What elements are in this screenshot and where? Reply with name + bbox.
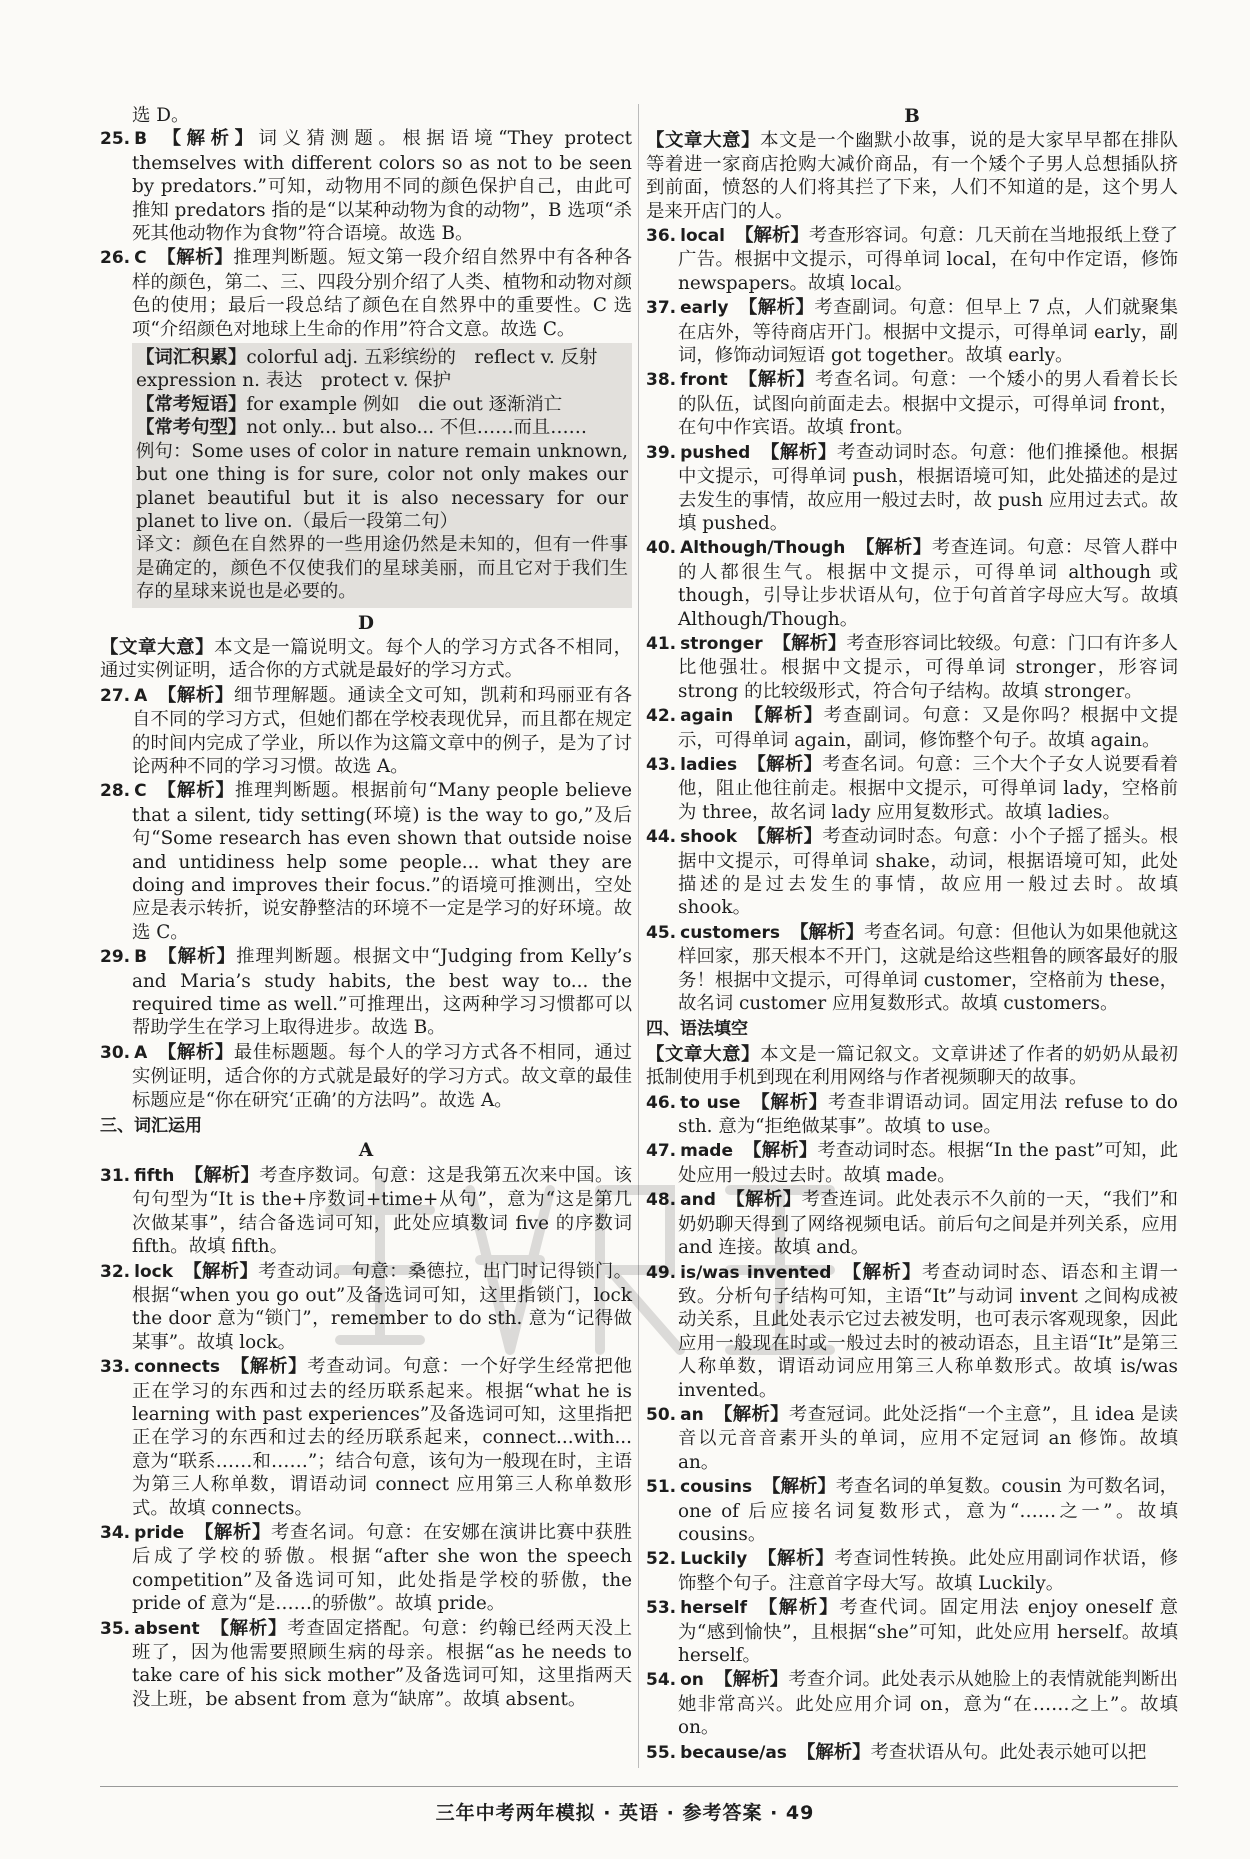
page-footer: 三年中考两年模拟 · 英语 · 参考答案 · 49 [435, 1802, 815, 1824]
analysis-tag: 【解析】 [757, 1548, 835, 1570]
analysis-tag: 【解析】 [738, 297, 815, 319]
item-answer: A [134, 685, 148, 706]
summary-tag: 【文章大意】 [100, 636, 215, 658]
item-number: 27. [100, 685, 131, 706]
vocab-line [136, 346, 628, 369]
column-divider [638, 104, 639, 1768]
article-summary-grammar [646, 1043, 1178, 1090]
section-title-grammar: 四、语法填空 [646, 1019, 748, 1040]
analysis-text: 考查状语从句。此处表示她可以把 [870, 1741, 1147, 1763]
answer-item-38 [646, 368, 1178, 439]
vocab-tag: 【词汇积累】 [136, 347, 247, 369]
item-number: 32. [100, 1261, 131, 1282]
item-answer: C [134, 781, 147, 802]
item-answer: C [134, 248, 147, 269]
example-sentence: 例句：Some uses of color in nature remain unknown, but one thing is for sure, color not only makes our planet beautiful but it is also necessary for our planet to live on.（最后一段第二句） [136, 440, 628, 532]
item-number: 39. [646, 442, 677, 463]
summary-tag: 【文章大意】 [646, 130, 761, 152]
item-answer: B [134, 129, 148, 150]
item-answer: an [680, 1404, 704, 1425]
phrase-tag: 【常考短语】 [136, 393, 247, 415]
analysis-text: 考查代词。固定用法 enjoy oneself 意为“感到愉快”，且根据“she”可知，此处应用 herself。故填 herself。 [678, 1597, 1178, 1666]
item-answer: stronger [680, 633, 763, 654]
continuation-text: 选 D。 [132, 105, 190, 126]
analysis-tag: 【解析】 [796, 1741, 871, 1763]
item-number: 42. [646, 706, 677, 727]
analysis-text: 考查序数词。句意：这是我第五次来中国。该句句型为“It is the+序数词+time+从句”，意为“这是第几次做某事”，结合备选词可知，此处应填数词 five 的序数词 fifth。故填 fifth。 [132, 1164, 632, 1258]
item-number: 40. [646, 538, 677, 559]
item-number: 25. [100, 129, 131, 150]
item-answer: to use [680, 1092, 741, 1113]
vocab-line-2: expression n. 表达 protect v. 保护 [136, 370, 452, 392]
answer-item-50 [646, 1403, 1178, 1474]
item-answer: is/was invented [680, 1262, 832, 1283]
answer-item-36 [646, 224, 1178, 295]
item-number: 38. [646, 370, 677, 391]
item-number: 45. [646, 922, 677, 943]
answer-item-29 [100, 945, 632, 1040]
analysis-text: 考查冠词。此处泛指“一个主意”，且 idea 是读音以元音音素开头的单词，应用不定冠词 an 修饰。故填 an。 [678, 1403, 1178, 1473]
answer-item-39 [646, 441, 1178, 536]
analysis-text: 考查动词。句意：一个好学生经常把他正在学习的东西和过去的经历联系起来。根据“what he is learning with past experiences”及备选词可知，这里指把正在学习的东西和过去的经历联系起来，connect...with... 意为“联系……和……”；结合句意，该句为一般现在时，主语为第三人称单数，谓语动词 connect 应用第三人称单数形式。故填 connects。 [132, 1356, 632, 1519]
item-number: 30. [100, 1042, 131, 1063]
vocabulary-box [132, 343, 632, 607]
answer-item-53 [646, 1596, 1178, 1667]
item-answer: A [134, 1042, 148, 1063]
analysis-tag: 【解析】 [183, 1260, 259, 1282]
answer-item-43 [646, 753, 1178, 824]
item-answer: fifth [134, 1165, 175, 1186]
analysis-tag: 【解析】 [757, 1597, 840, 1619]
analysis-text: 考查动词时态。句意：他们推搡他。根据中文提示，可得单词 push，根据语境可知，此处描述的是过去发生的事情，故应用一般过去时，故 push 应用过去式。故填 pushed。 [678, 441, 1178, 534]
answer-item-31 [100, 1164, 632, 1259]
analysis-tag: 【解析】 [747, 826, 823, 848]
item-answer: absent [134, 1618, 200, 1639]
item-answer: B [134, 947, 148, 968]
item-answer: because/as [680, 1742, 787, 1763]
item-number: 52. [646, 1549, 677, 1570]
analysis-tag: 【解析】 [156, 780, 235, 802]
analysis-tag: 【解析】 [762, 1476, 836, 1498]
analysis-text: 考查动词。句意：桑德拉，出门时记得锁门。根据“when you go out”及备选词可知，这里指锁门，lock the door 意为“锁门”，remember to do sth. 意为“记得做某事”。故填 lock。 [132, 1260, 632, 1353]
analysis-tag: 【解析】 [841, 1261, 922, 1283]
item-number: 49. [646, 1262, 677, 1283]
item-number: 31. [100, 1165, 131, 1186]
analysis-tag: 【解析】 [760, 441, 837, 463]
analysis-tag: 【解析】 [713, 1669, 789, 1691]
analysis-tag: 【解析】 [725, 1189, 802, 1211]
item-answer: made [680, 1141, 734, 1162]
analysis-tag: 【解析】 [157, 946, 237, 968]
summary-text: 本文是一篇记叙文。文章讲述了作者的奶奶从最初抵制使用手机到现在利用网络与作者视频聊天的故事。 [646, 1043, 1178, 1089]
analysis-text: 词义猜测题。根据语境“They protect themselves with different colors so as not to be seen by predators.”可知，动物用不同的颜色保护自己，由此可推知 predators 指的是“以某种动物为食的动物”，B 选项“杀死其他动物作为食物”符合语境。故选 B。 [132, 128, 632, 245]
analysis-text: 推理判断题。短文第一段介绍自然界中有各种各样的颜色，第二、三、四段分别介绍了人类、植物和动物对颜色的使用；最后一段总结了颜色在自然界中的重要性。C 选项“介绍颜色对地球上生命的作用”符合文意。故选 C。 [132, 247, 632, 340]
item-answer: local [680, 226, 726, 247]
item-number: 35. [100, 1618, 131, 1639]
answer-item-46 [646, 1091, 1178, 1139]
analysis-text: 考查动词时态、语态和主谓一致。分析句子结构可知，主语“It”与动词 invent 之间构成被动关系，且此处表示它过去被发明，也可表示客观现象，因此应用一般现在时或一般过去时的被动语态，且主语“It”是第三人称单数，谓语动词应用第三人称单数形式。故填 is/was invented。 [678, 1261, 1178, 1401]
analysis-text: 考查词性转换。此处应用副词作状语，修饰整个句子。注意首字母大写。故填 Luckily。 [678, 1548, 1178, 1594]
analysis-text: 考查动词时态。句意：小个子摇了摇头。根据中文提示，可得单词 shake，动词，根据语境可知，此处描述的是过去发生的事情，故应用一般过去时。故填 shook。 [678, 826, 1178, 919]
phrase-line [136, 393, 628, 416]
sentence-line [136, 416, 628, 439]
item-answer: early [680, 298, 729, 319]
analysis-tag: 【解析】 [789, 921, 864, 943]
analysis-tag: 【解析】 [229, 1356, 308, 1378]
analysis-tag: 【解析】 [750, 1091, 828, 1113]
item-answer: Although/Though [680, 538, 846, 559]
sentence-tag: 【常考句型】 [136, 417, 247, 439]
analysis-tag: 【解析】 [209, 1617, 288, 1639]
answer-item-25 [100, 127, 632, 245]
answer-item-35 [100, 1617, 632, 1712]
item-number: 33. [100, 1357, 131, 1378]
item-answer: pride [134, 1522, 185, 1543]
analysis-text: 考查固定搭配。句意：约翰已经两天没上班了，因为他需要照顾生病的母亲。根据“as he needs to take care of his sick mother”及备选词可知，这里指两天没上班，be absent from 意为“缺席”。故填 absent。 [132, 1617, 632, 1710]
answer-item-54 [646, 1668, 1178, 1739]
analysis-text: 考查副词。句意：又是你吗？根据中文提示，可得单词 again，副词，修饰整个句子。故填 again。 [678, 705, 1178, 751]
analysis-tag: 【解析】 [772, 632, 847, 654]
analysis-text: 考查名词。句意：一个矮小的男人看着长长的队伍，试图向前面走去。根据中文提示，可得单词 front，在句中作宾语。故填 front。 [678, 369, 1178, 439]
answer-item-55 [646, 1741, 1178, 1765]
analysis-tag: 【解析】 [855, 537, 932, 559]
analysis-text: 考查非谓语动词。固定用法 refuse to do sth. 意为“拒绝做某事”。故填 to use。 [678, 1091, 1178, 1138]
analysis-text: 考查动词时态。根据“In the past”可知，此处应用一般过去时。故填 made。 [678, 1140, 1178, 1186]
answer-item-49 [646, 1261, 1178, 1402]
section-heading-b: B [904, 106, 920, 127]
item-number: 28. [100, 781, 131, 802]
item-answer: and [680, 1190, 716, 1211]
translation-text: 译文：颜色在自然界的一些用途仍然是未知的，但有一件事是确定的，颜色不仅使我们的星球美丽，而且它对于我们生存的星球来说也是必要的。 [136, 534, 628, 603]
answer-item-33 [100, 1355, 632, 1520]
item-number: 41. [646, 633, 677, 654]
analysis-tag: 【解析】 [737, 369, 816, 391]
item-answer: customers [680, 922, 780, 943]
answer-item-48 [646, 1188, 1178, 1259]
item-answer: Luckily [680, 1549, 748, 1570]
analysis-tag: 【解析】 [747, 753, 823, 775]
item-number: 53. [646, 1598, 677, 1619]
item-answer: again [680, 706, 734, 727]
answer-item-40 [646, 536, 1178, 631]
answer-item-26 [100, 246, 632, 341]
analysis-tag: 【解析】 [743, 1140, 818, 1162]
analysis-text: 考查名词的单复数。cousin 为可数名词，one of 后应接名词复数形式，意为“……之一”。故填 cousins。 [678, 1476, 1178, 1545]
sentence-text: not only... but also... 不但……而且…… [246, 417, 588, 439]
item-answer: cousins [680, 1477, 753, 1498]
item-number: 37. [646, 298, 677, 319]
analysis-text: 推理判断题。根据文中“Judging from Kelly’s and Maria’s study habits, the best way to... the required time as well.”可推理出，这两种学习习惯都可以帮助学生在学习上取得进步。故选 B。 [132, 946, 632, 1039]
answer-item-44 [646, 825, 1178, 920]
item-number: 47. [646, 1141, 677, 1162]
item-number: 54. [646, 1670, 677, 1691]
phrase-text: for example 例如 die out 逐渐消亡 [246, 393, 563, 415]
analysis-text: 细节理解题。通读全文可知，凯莉和玛丽亚有各自不同的学习方式，但她们都在学校表现优异，而且都在规定的时间内完成了学业，所以作为这篇文章中的例子，是为了讨论两种不同的学习习惯。故选 A。 [132, 684, 632, 777]
item-number: 55. [646, 1742, 677, 1763]
analysis-text: 考查名词。句意：三个大个子女人说要看着他，阻止他往前走。根据中文提示，可得单词 lady，空格前为 three，故名词 lady 应用复数形式。故填 ladies。 [678, 753, 1178, 823]
left-column [100, 104, 632, 1712]
analysis-text: 考查连词。句意：尽管人群中的人都很生气。根据中文提示，可得单词 although 或 though，引导让步状语从句，位于句首首字母应大写。故填 Although/Though。 [678, 537, 1178, 630]
item-number: 26. [100, 248, 131, 269]
analysis-text: 考查名词。句意：在安娜在演讲比赛中获胜后成了学校的骄傲。根据“after she won the speech competition”及备选词可知，此处指是学校的骄傲，the pride of 意为“是……的骄傲”。故填 pride。 [132, 1521, 632, 1615]
item-answer: herself [680, 1598, 748, 1619]
answer-item-52 [646, 1547, 1178, 1595]
article-summary-b [646, 129, 1178, 223]
item-number: 43. [646, 754, 677, 775]
analysis-tag: 【解析】 [194, 1521, 271, 1543]
item-answer: front [680, 370, 728, 391]
answer-item-45 [646, 921, 1178, 1016]
analysis-text: 考查连词。此处表示不久前的一天，“我们”和奶奶聊天得到了网络视频电话。前后句之间是并列关系，应用 and 连接。故填 and。 [678, 1189, 1178, 1259]
answer-item-37 [646, 296, 1178, 367]
section-heading-d: D [358, 612, 374, 634]
right-column [646, 104, 1178, 1766]
item-number: 50. [646, 1404, 677, 1425]
analysis-text: 考查形容词。句意：几天前在当地报纸上登了广告。根据中文提示，可得单词 local，在句中作定语，修饰 newspapers。故填 local。 [678, 225, 1178, 294]
answer-item-30 [100, 1041, 632, 1112]
analysis-tag: 【解析】 [743, 705, 824, 727]
analysis-tag: 【解析】 [156, 247, 234, 269]
answer-item-47 [646, 1139, 1178, 1187]
item-number: 46. [646, 1092, 677, 1113]
analysis-text: 考查名词。句意：但他认为如果他就这样回家，那天根本不开门，这就是给这些粗鲁的顾客最好的服务！根据中文提示，可得单词 customer，空格前为 these，故名词 customer 应用复数形式。故填 customers。 [678, 921, 1178, 1015]
analysis-text: 考查副词。句意：但早上 7 点，人们就聚集在店外，等待商店开门。根据中文提示，可得单词 early，副词，修饰动词短语 got together。故填 early。 [678, 297, 1178, 367]
item-answer: pushed [680, 442, 751, 463]
footer-rule [100, 1786, 1178, 1787]
item-answer: lock [134, 1261, 174, 1282]
item-answer: shook [680, 827, 738, 848]
item-number: 51. [646, 1477, 677, 1498]
item-number: 48. [646, 1190, 677, 1211]
article-summary-d [100, 636, 632, 683]
item-number: 36. [646, 226, 677, 247]
answer-item-32 [100, 1260, 632, 1355]
analysis-tag: 【解析】 [157, 1041, 234, 1063]
analysis-tag: 【解析】 [735, 225, 809, 247]
analysis-tag: 【解析】 [713, 1403, 789, 1425]
answer-item-28 [100, 779, 632, 944]
item-number: 29. [100, 947, 131, 968]
item-answer: on [680, 1670, 704, 1691]
answer-item-41 [646, 632, 1178, 703]
item-number: 44. [646, 827, 677, 848]
analysis-text: 最佳标题题。每个人的学习方式各不相同，通过实例证明，适合你的方式就是最好的学习方式。故文章的最佳标题应是“你在研究‘正确’的方法吗”。故选 A。 [132, 1041, 632, 1111]
answer-item-42 [646, 704, 1178, 752]
analysis-tag: 【解析】 [184, 1164, 260, 1186]
summary-tag: 【文章大意】 [646, 1043, 761, 1065]
summary-text: 本文是一篇说明文。每个人的学习方式各不相同，通过实例证明，适合你的方式就是最好的学习方式。 [100, 636, 632, 682]
vocab-text-1: colorful adj. 五彩缤纷的 reflect v. 反射 [246, 347, 598, 369]
item-answer: ladies [680, 754, 738, 775]
item-number: 34. [100, 1522, 131, 1543]
summary-text: 本文是一个幽默小故事，说的是大家早早都在排队等着进一家商店抢购大减价商品，有一个矮个子男人总想插队挤到前面，愤怒的人们将其拦了下来，人们不知道的是，这个男人是来开店门的人。 [646, 130, 1178, 222]
answer-item-34 [100, 1521, 632, 1616]
analysis-text: 推理判断题。根据前句“Many people believe that a silent, tidy setting(环境) is the way to go,”及后句“Some research has even shown that outside noise and untidiness help some people... what they are doing and improves their focus.”的语境可推测出，空处应是表示转折，说安静整洁的环境不一定是学习的好环境。故选 C。 [132, 780, 632, 943]
analysis-text: 考查形容词比较级。句意：门口有许多人比他强壮。根据中文提示，可得单词 stronger，形容词 strong 的比较级形式，符合句子结构。故填 stronger。 [678, 632, 1178, 702]
analysis-text: 考查介词。此处表示从她脸上的表情就能判断出她非常高兴。此处应用介词 on，意为“在……之上”。故填 on。 [678, 1669, 1178, 1739]
analysis-tag: 【解析】 [157, 684, 234, 706]
answer-item-51 [646, 1475, 1178, 1546]
item-answer: connects [134, 1357, 220, 1378]
section-title-vocabulary: 三、词汇运用 [100, 1116, 202, 1137]
analysis-tag: 【解析】 [157, 128, 259, 150]
section-heading-a: A [358, 1140, 374, 1162]
answer-item-27 [100, 684, 632, 779]
